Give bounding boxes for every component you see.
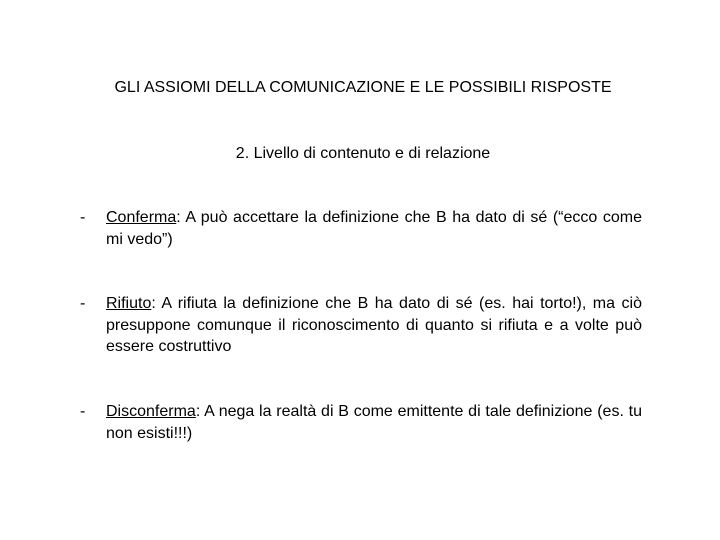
list-item-text bbox=[106, 207, 642, 250]
term-disconferma: Disconferma bbox=[106, 403, 196, 420]
list-item-rifiuto bbox=[80, 293, 642, 358]
list-bullet: - bbox=[80, 403, 86, 420]
list-item-conferma bbox=[80, 207, 642, 250]
slide-title: GLI ASSIOMI DELLA COMUNICAZIONE E LE POSSIBILI RISPOSTE bbox=[114, 79, 612, 96]
list-item-text bbox=[106, 401, 642, 444]
definition-conferma: : A può accettare la definizione che B ha dato di sé (“ecco come mi vedo”) bbox=[106, 209, 642, 248]
slide-subtitle: 2. Livello di contenuto e di relazione bbox=[235, 145, 491, 162]
list-item-text bbox=[106, 293, 642, 358]
definition-disconferma: : A nega la realtà di B come emittente di tale definizione (es. tu non esisti!!!) bbox=[106, 403, 642, 442]
list-bullet: - bbox=[80, 209, 86, 226]
definition-rifiuto: : A rifiuta la definizione che B ha dato di sé (es. hai torto!), ma ciò presuppone comunque il riconoscimento di quanto si rifiuta e a volte può essere costruttivo bbox=[106, 295, 642, 355]
term-rifiuto: Rifiuto bbox=[106, 295, 152, 312]
list-bullet: - bbox=[80, 295, 86, 312]
list-item-disconferma bbox=[80, 401, 642, 444]
term-conferma: Conferma bbox=[106, 209, 177, 226]
